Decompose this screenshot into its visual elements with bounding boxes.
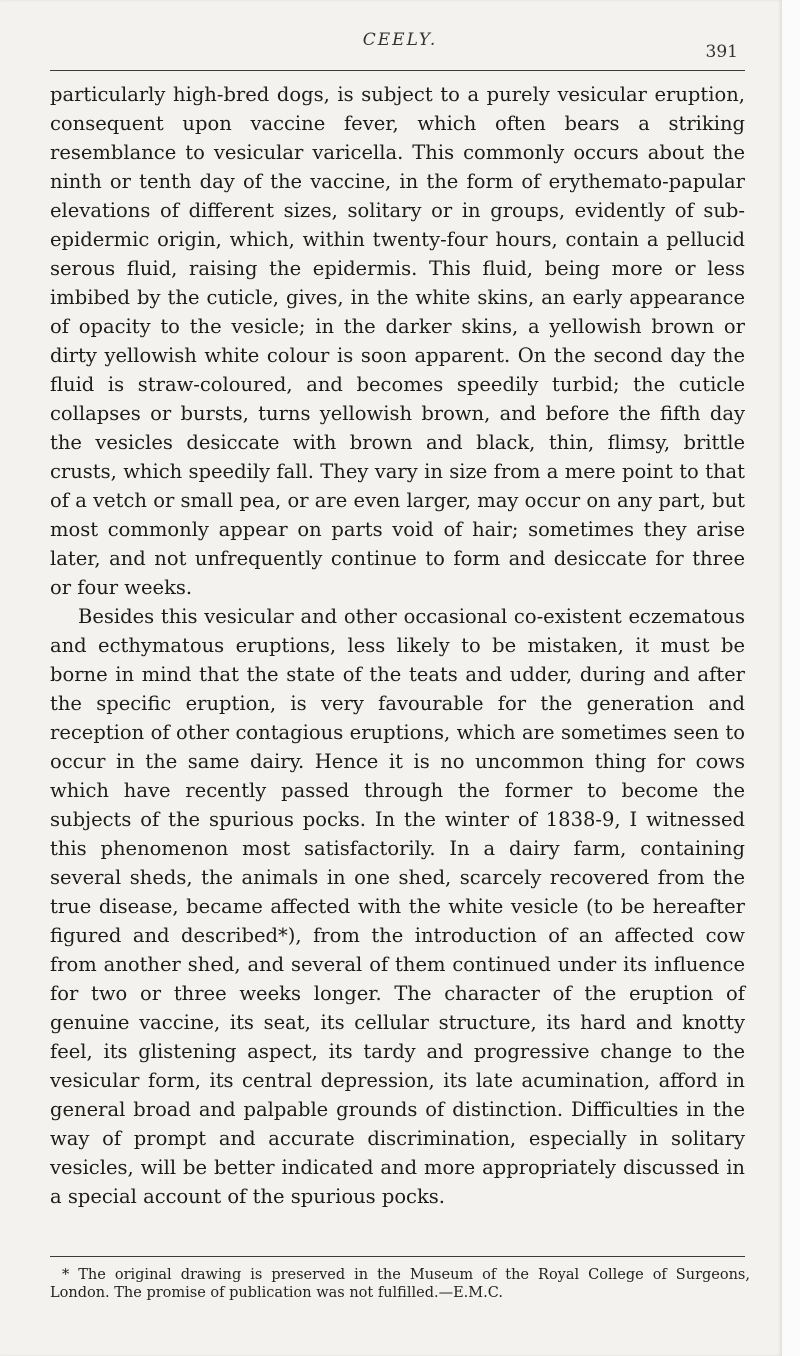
footnote-text: * The original drawing is preserved in the Museum of the Royal College of Surgeons, London. The promise of publication was not fulfilled.—E.M.C. xyxy=(50,1267,750,1301)
footnote xyxy=(50,1266,750,1302)
scan-margin xyxy=(782,0,800,1356)
footnote-rule xyxy=(50,1256,745,1257)
running-title: CEELY. xyxy=(362,30,438,50)
page-number: 391 xyxy=(705,42,738,62)
page-header xyxy=(50,28,750,76)
header-rule xyxy=(50,70,745,71)
paragraph: Besides this vesicular and other occasional co-existent eczematous and ecthymatous eruptions, less likely to be mistaken, it must be borne in mind that the state of the teats and udder, during and after the specific eruption, is very favourable for the generation and reception of other contagious eruptions, which are sometimes seen to occur in the same dairy. Hence it is no uncommon thing for cows which have recently passed through the former to become the subjects of the spurious pocks. In the winter of 1838-9, I witnessed this phenomenon most satisfactorily. In a dairy farm, containing several sheds, the animals in one shed, scarcely recovered from the true disease, became affected with the white vesicle (to be hereafter figured and described*), from the introduction of an affected cow from another shed, and several of them continued under its influence for two or three weeks longer. The character of the eruption of genuine vaccine, its seat, its cellular structure, its hard and knotty feel, its glistening aspect, its tardy and progressive change to the vesicular form, its central depression, its late acumination, afford in general broad and palpable grounds of distinction. Difficulties in the way of prompt and accurate discrimination, especially in solitary vesicles, will be better indicated and more appropriately discussed in a special account of the spurious pocks. xyxy=(50,605,745,1208)
body-text xyxy=(50,80,745,1211)
paragraph-continued: particularly high-bred dogs, is subject to a purely vesicular eruption, consequent upon vaccine fever, which often bears a striking resemblance to vesicular varicella. This commonly occurs about the ninth or tenth day of the vaccine, in the form of erythemato-papular elevations of different sizes, solitary or in groups, evidently of sub-epidermic origin, which, within twenty-four hours, contain a pellucid serous fluid, raising the epidermis. This fluid, being more or less imbibed by the cuticle, gives, in the white skins, an early appearance of opacity to the vesicle; in the darker skins, a yellowish brown or dirty yellowish white colour is soon apparent. On the second day the fluid is straw-coloured, and becomes speedily turbid; the cuticle collapses or bursts, turns yellowish brown, and before the fifth day the vesicles desiccate with brown and black, thin, flimsy, brittle crusts, which speedily fall. They vary in size from a mere point to that of a vetch or small pea, or are even larger, may occur on any part, but most commonly appear on parts void of hair; sometimes they arise later, and not unfrequently continue to form and desiccate for three or four weeks. xyxy=(50,83,745,599)
